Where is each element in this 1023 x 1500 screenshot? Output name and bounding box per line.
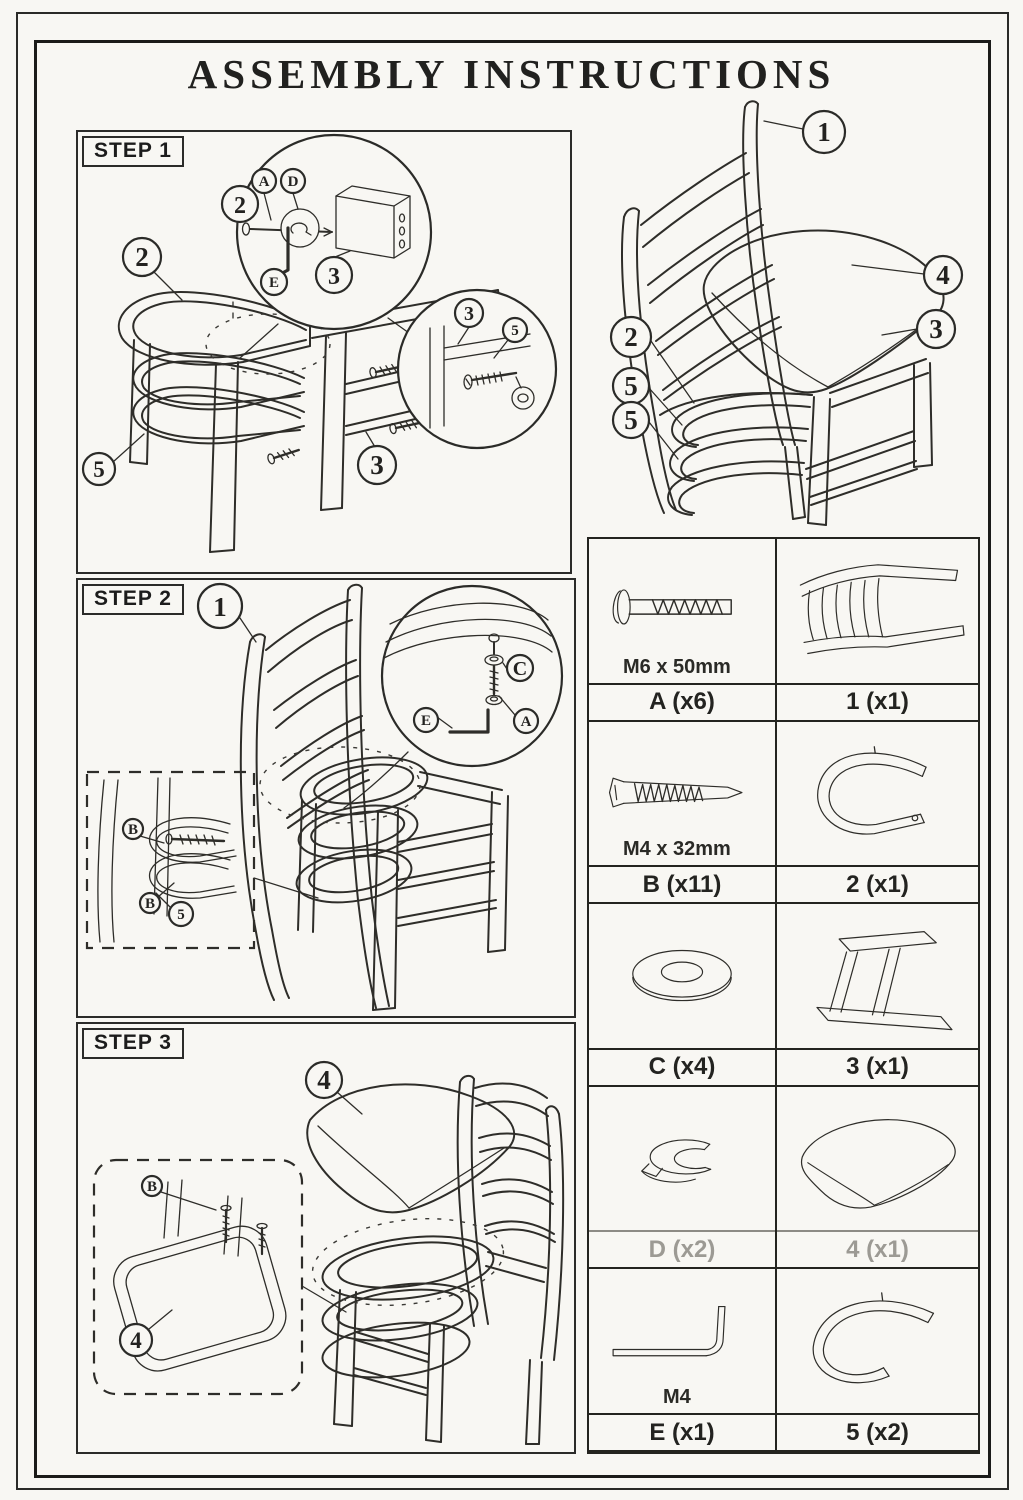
step3-box-callout-b-label: B (146, 1179, 158, 1195)
step-2-label: STEP 2 (82, 584, 184, 615)
step1-callout-2-label: 2 (135, 242, 149, 272)
part-5-stretcher-illustration (785, 1280, 971, 1402)
inset-callout-e-label: E (268, 275, 280, 291)
part-4-label: 4 (x1) (777, 1230, 978, 1267)
part-3-frame-illustration (785, 915, 971, 1037)
part-3-label: 3 (x1) (777, 1048, 978, 1085)
part-5-label: 5 (x2) (777, 1413, 978, 1450)
part-b-size-label: M4 x 32mm (623, 838, 731, 861)
part-2-cell (777, 722, 978, 905)
step2-inset-callout-a-label: A (520, 714, 532, 730)
callout-5a-label: 5 (624, 371, 638, 401)
part-4-cushion-illustration (785, 1098, 971, 1220)
part-a-label: A (x6) (589, 683, 775, 720)
step-2-section (76, 578, 576, 1018)
assembled-chair-figure (596, 95, 990, 537)
part-b-label: B (x11) (589, 865, 775, 902)
part-d-cell (589, 1087, 777, 1270)
step2-callout-1-label: 1 (213, 592, 227, 622)
callout-1-label: 1 (817, 117, 831, 147)
step2-inset-callout-e-label: E (420, 713, 432, 729)
step2-inset-callout-c-label: C (512, 658, 528, 680)
part-2-label: 2 (x1) (777, 865, 978, 902)
part-3-cell (777, 904, 978, 1087)
inset-callout-2-label: 2 (234, 193, 246, 219)
callout-2-label: 2 (624, 322, 638, 352)
part-c-label: C (x4) (589, 1048, 775, 1085)
part-1-cell (777, 539, 978, 722)
step1-diagram (78, 132, 570, 572)
step1-detail-inset-b (398, 290, 556, 448)
insetb-callout-3-label: 3 (464, 303, 474, 325)
step2-box-callout-b2-label: B (144, 896, 156, 912)
callout-5b-label: 5 (624, 405, 638, 435)
part-1-label: 1 (x1) (777, 683, 978, 720)
part-d-label: D (x2) (589, 1230, 775, 1267)
step3-callout-4-label: 4 (317, 1065, 331, 1095)
part-b-cell (589, 722, 777, 905)
step1-callout-5-label: 5 (93, 457, 105, 482)
part-a-size-label: M6 x 50mm (623, 655, 731, 678)
callout-3-label: 3 (929, 314, 943, 344)
step1-callout-3-label: 3 (370, 450, 384, 480)
part-d-lockwasher-illustration (597, 1109, 767, 1209)
step3-detail-box (94, 1160, 302, 1394)
part-a-bolt-illustration (597, 561, 767, 661)
part-1-backrest-illustration (785, 550, 971, 672)
part-e-label: E (x1) (589, 1413, 775, 1450)
step2-box-callout-5-label: 5 (177, 907, 185, 923)
step2-box-callout-b1-label: B (127, 822, 139, 838)
step-3-label: STEP 3 (82, 1028, 184, 1059)
part-c-washer-illustration (597, 926, 767, 1026)
inset-callout-a-label: A (258, 174, 270, 190)
step-1-label: STEP 1 (82, 136, 184, 167)
part-c-cell (589, 904, 777, 1087)
page-title: ASSEMBLY INSTRUCTIONS (187, 51, 836, 97)
step-3-section (76, 1022, 576, 1454)
parts-table (587, 537, 980, 1454)
part-4-cell (777, 1087, 978, 1270)
step2-diagram (78, 580, 574, 1016)
inset-callout-3-label: 3 (328, 264, 340, 290)
inset-callout-d-label: D (287, 174, 299, 190)
part-a-cell (589, 539, 777, 722)
step3-diagram (78, 1024, 574, 1452)
part-b-screw-illustration (597, 743, 767, 843)
callout-4-label: 4 (936, 260, 950, 290)
step2-detail-box (87, 772, 254, 948)
step1-detail-inset-a (222, 135, 431, 329)
part-5-cell (777, 1269, 978, 1452)
part-e-cell (589, 1269, 777, 1452)
part-2-rail-illustration (785, 732, 971, 854)
insetb-callout-5-label: 5 (511, 323, 519, 339)
part-e-size-label: M4 (663, 1386, 691, 1408)
step3-box-callout-4-label: 4 (130, 1328, 142, 1353)
step-1-section (76, 130, 572, 574)
part-e-allen-key-illustration (597, 1291, 767, 1391)
step2-detail-inset (344, 586, 562, 808)
assembled-chair-drawing (596, 95, 990, 537)
